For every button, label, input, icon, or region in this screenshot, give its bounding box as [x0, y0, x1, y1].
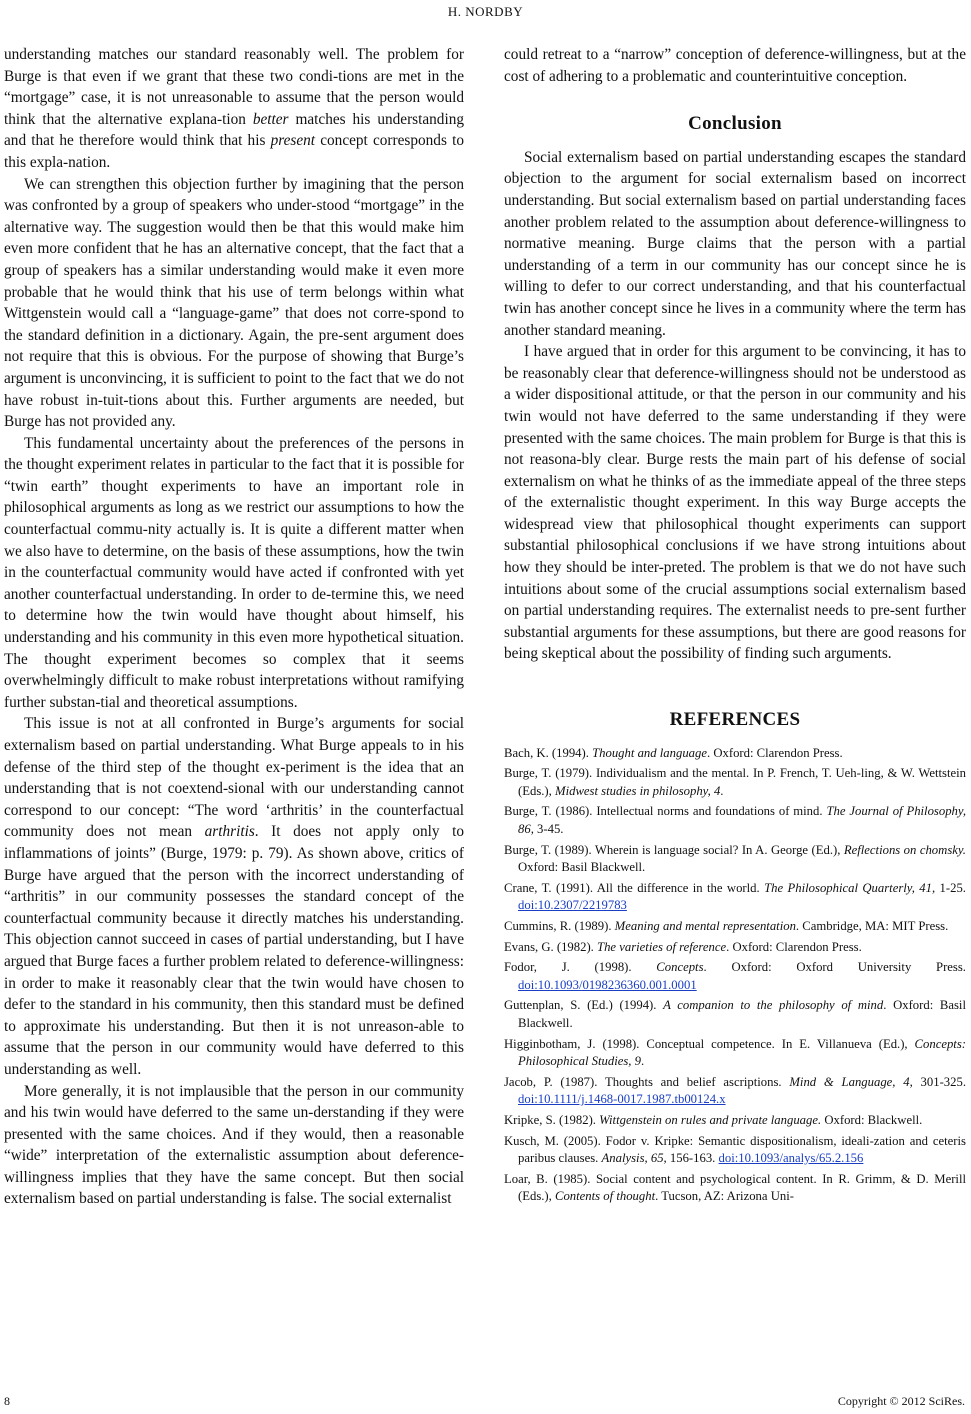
- right-column: [504, 44, 966, 1209]
- reference-item: Cummins, R. (1989). Meaning and mental representation. Cambridge, MA: MIT Press.: [504, 918, 949, 933]
- reference-item: Burge, T. (1986). Intellectual norms and foundations of mind. The Journal of Philosophy, 86, 3-45.: [504, 804, 966, 836]
- reference-item: Kusch, M. (2005). Fodor v. Kripke: Semantic dispositionalism, ideali-zation and ceteris paribus clauses. Analysis, 65, 156-163. doi:10.1093/analys/65.2.156: [504, 1133, 966, 1166]
- reference-item: Evans, G. (1982). The varieties of reference. Oxford: Clarendon Press.: [504, 939, 862, 954]
- doi-link[interactable]: doi:10.1111/j.1468-0017.1987.tb00124.x: [518, 1092, 726, 1107]
- running-header: H. NORDBY: [447, 4, 524, 19]
- references-list: [504, 745, 966, 1206]
- reference-item: Loar, B. (1985). Social content and psychological content. In R. Grimm, & D. Merill (Eds.), Contents of thought. Tucson, AZ: Arizona Uni-: [504, 1171, 966, 1204]
- copyright-notice: Copyright © 2012 SciRes.: [837, 1394, 965, 1408]
- reference-item: Crane, T. (1991). All the difference in the world. The Philosophical Quarterly, 41, 1-25. doi:10.2307/2219783: [504, 880, 966, 913]
- references-heading: REFERENCES: [669, 709, 801, 731]
- reference-item: Jacob, P. (1987). Thoughts and belief ascriptions. Mind & Language, 4, 301-325. doi:10.1111/j.1468-0017.1987.tb00124.x: [504, 1074, 966, 1107]
- reference-item: Burge, T. (1989). Wherein is language social? In A. George (Ed.), Reflections on chomsky. Oxford: Basil Blackwell.: [504, 842, 966, 875]
- doi-link[interactable]: doi:10.1093/analys/65.2.156: [718, 1151, 864, 1166]
- reference-item: Bach, K. (1994). Thought and language. Oxford: Clarendon Press.: [504, 745, 843, 760]
- page-number: 8: [4, 1394, 10, 1408]
- reference-item: Kripke, S. (1982). Wittgenstein on rules and private language. Oxford: Blackwell.: [504, 1112, 923, 1127]
- paragraph-5: More generally, it is not implausible that the person in our community and his twin would have deferred to the same un-derstanding if they were presented with the same choices. And if they would, then a reasonable “wide” interpretation of the externalistic assumption about deference-willingness implies that they have the same concept. But then social externalism based on partial understanding is false. The social externalist: [4, 1082, 464, 1208]
- reference-item: Fodor, J. (1998). Concepts. Oxford: Oxford University Press. doi:10.1093/0198236360.001.0001: [504, 960, 966, 992]
- paragraph-3: This fundamental uncertainty about the preferences of the persons in the thought experiment relates in particular to the fact that it is possible for “twin earth” thought experiments to have an important role in philosophical arguments as long as we restrict our assumptions to how the counterfactual commu-nity actually is. It is quite a different matter when we also have to determine, on the basis of these assumptions, how the twin in the counterfactual community would have acted if confronted with yet another counterfactual understanding. In order to de-termine this, we need to determine how the twin would have thought about himself, his understanding and his community in this even more hypothetical situation. The thought experiment becomes so complex that it seems overwhelmingly difficult to make robust interpretations without ramifying further substan-tial and theoretical assumptions.: [4, 434, 464, 711]
- reference-item: Burge, T. (1979). Individualism and the mental. In P. French, T. Ueh-ling, & W. Wettstein (Eds.), Midwest studies in philosophy, 4.: [504, 766, 966, 798]
- reference-item: Higginbotham, J. (1998). Conceptual competence. In E. Villanueva (Ed.), Concepts: Philosophical Studies, 9.: [504, 1036, 966, 1069]
- conclusion-paragraph-1: Social externalism based on partial understanding escapes the standard objection to the argument for social externalism based on incorrect understanding. But social externalism based on partial understanding faces another problem related to the assumption about deference-willingness to normative meaning. Burge claims that the person with a partial understanding of a term in our community has our concept since he is willing to defer to our correct understanding, and that his counterfactual twin has another concept since he lives in a community where the term has another standard meaning.: [504, 148, 966, 339]
- conclusion-heading: Conclusion: [688, 113, 782, 135]
- doi-link[interactable]: doi:10.1093/0198236360.001.0001: [518, 977, 697, 992]
- paragraph-4: This issue is not at all confronted in Burge’s arguments for social externalism based on partial understanding. What Burge appeals to in his defense of the third step of the thought ex-periment is the idea that an understanding that is not coextend-sional with our understanding cannot correspond to our concept: “The word ‘arthritis’ in the counterfactual community does not mean arthritis. It does not apply only to inflammations of joints” (Burge, 1979: p. 79). As shown above, critics of Burge have argued that the person with the incorrect understanding of “arthritis” in our community possesses the standard concept of the counterfactual community because it directly matches his understanding. This objection cannot succeed in cases of partial understanding, but I have argued that Burge faces a further problem related to deference-willingness: in order to make it reasonably clear that the twin would have chosen to defer to the standard in his community, then this standard must be defined to approximate his understanding. But then it is not unreason-able to assume that the person in our community would have deferred to this understanding as well.: [4, 715, 464, 1078]
- doi-link[interactable]: doi:10.2307/2219783: [518, 898, 627, 913]
- conclusion-paragraph-2: I have argued that in order for this argument to be convincing, it has to be reasonably clear that deference-willingness should not be understood as a wider dispositional attitude, or that the person in our community and his twin would not have deferred to the same understanding if they were presented with the same choices. The main problem for Burge is that this is not reasona-bly clear. Burge rests the main part of his defense of social externalism on what he thinks of as the immediate appeal of the three steps of the externalistic thought experiment. In this way Burge accepts the widespread view that philosophical thought experiments can support substantial philosophical conclusions if we have strong intuitions about how they should be inter-preted. The problem is that we do not have such intuitions about some of the crucial assumptions social externalism based on partial understanding requires. The externalist needs to pre-sent further substantial arguments for these assumptions, but there are good reasons for being skeptical about the possibility of finding such arguments.: [504, 343, 966, 663]
- paragraph-1: understanding matches our standard reasonably well. The problem for Burge is that even if we grant that these two condi-tions are met in the “mortgage” case, it is not unreasonable to assume that the person would think that the alternative explana-tion better matches his understanding and that he therefore would think that his present concept corresponds to this expla-nation.: [4, 46, 464, 171]
- reference-item: Guttenplan, S. (Ed.) (1994). A companion to the philosophy of mind. Oxford: Basil Blackwell.: [504, 998, 966, 1030]
- paragraph-2: We can strengthen this objection further by imagining that the person was confronted by a group of speakers who under-stood “mortgage” in the alternative way. The suggestion would then be that this would make him even more confident that he has an alternative concept, that the fact that a group of speakers has a similar understanding would make it even more probable that he would think that his use of term belongs within what Wittgenstein would call a “language-game” that does not corre-spond to the standard definition in a dictionary. Again, the pre-sent argument does not require that this is obvious. For the purpose of showing that Burge’s argument is unconvincing, it is sufficient to point to the fact that we do not have robust in-tuit-tions about this. Further arguments are needed, but Burge has not provided any.: [4, 175, 464, 431]
- left-column: [4, 44, 464, 1210]
- paragraph-continuation: could retreat to a “narrow” conception of deference-willingness, but at the cost of adhering to a problematic and counterintuitive conception.: [504, 46, 966, 85]
